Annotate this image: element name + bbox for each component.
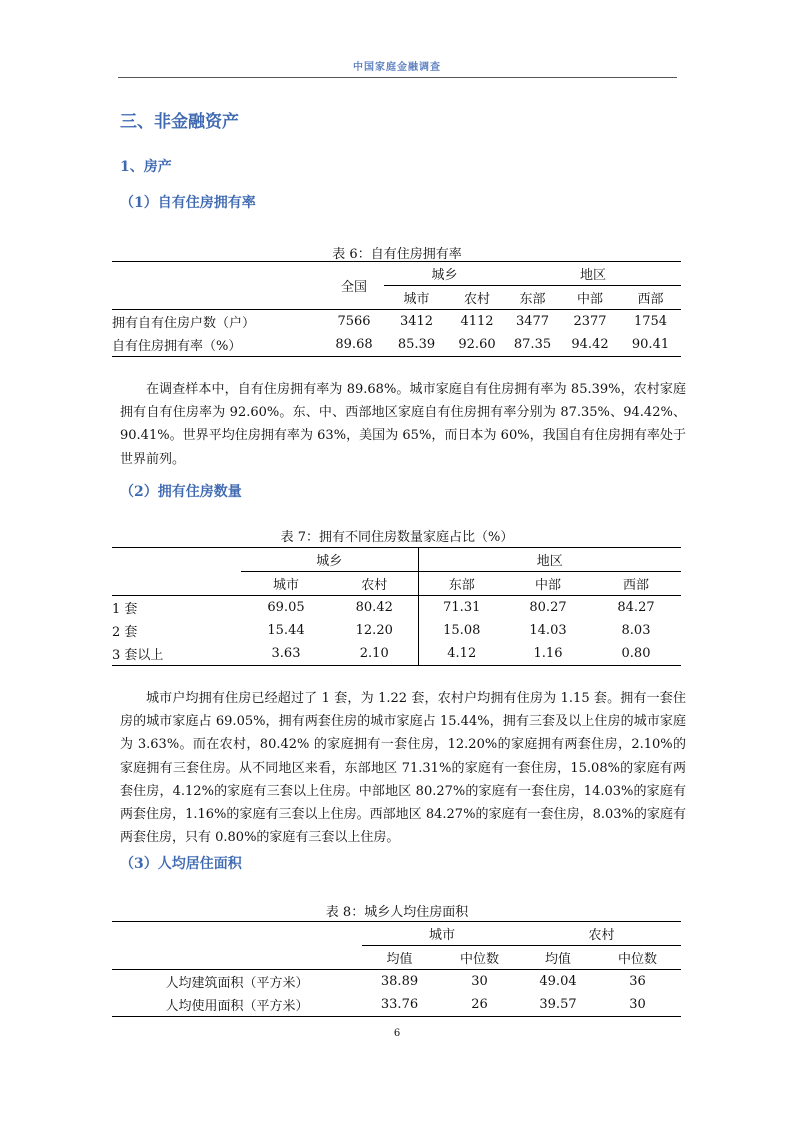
table-cell: 1754	[633, 314, 668, 329]
table-cell: 33.76	[362, 993, 437, 1017]
table6-subheader: 东部	[505, 286, 560, 310]
table6-group-region: 地区	[505, 262, 681, 286]
table7-subheader: 城市	[241, 572, 331, 596]
table-cell: 0.80	[591, 642, 681, 666]
table-cell: 3412	[399, 314, 434, 329]
table-row	[112, 596, 681, 620]
table-cell: 84.27	[617, 600, 655, 615]
table7-group-region: 地区	[418, 548, 681, 572]
table7-group-urban-rural: 城乡	[241, 548, 418, 572]
table7	[112, 547, 681, 666]
part3-title: （3）人均居住面积	[120, 856, 242, 872]
table7-subheader: 中部	[505, 572, 591, 596]
table-cell: 7566	[337, 314, 371, 329]
row-label: 3 套以上	[112, 642, 241, 666]
table-cell: 4.12	[418, 642, 505, 666]
row-label: 1 套	[112, 602, 138, 617]
table-cell: 3.63	[241, 642, 331, 666]
table6-col-national: 全国	[324, 262, 384, 310]
table8-group-rural: 农村	[522, 922, 681, 946]
row-label: 2 套	[112, 625, 138, 640]
part1-title: （1）自有住房拥有率	[120, 195, 256, 211]
table-cell: 89.68	[324, 333, 384, 357]
subsection-title: 1、房产	[120, 159, 172, 175]
table-cell: 71.31	[418, 596, 505, 620]
paragraph-housing-count	[120, 687, 686, 849]
paragraph-text: 在调查样本中，自有住房拥有率为 89.68%。城市家庭自有住房拥有率为 85.39%，农村家庭拥有自有住房率为 92.60%。东、中、西部地区家庭自有住房拥有率分别为 87.35%、94.42%、90.41%。世界平均住房拥有率为 63%，美国为 65%，而日本为 60%，我国自有住房拥有率处于世界前列。	[120, 382, 686, 467]
table6-subheader: 中部	[560, 286, 620, 310]
table7-subheader: 东部	[418, 572, 505, 596]
table-cell: 30	[594, 993, 681, 1017]
table-cell: 87.35	[505, 333, 560, 357]
table-cell: 14.03	[529, 623, 567, 638]
table-row	[112, 619, 681, 642]
table-cell: 92.60	[449, 333, 505, 357]
table6-header-row-1	[112, 262, 681, 286]
table-cell: 90.41	[620, 333, 681, 357]
table-cell: 1.16	[505, 642, 591, 666]
table-row	[112, 333, 681, 357]
paragraph-text: 城市户均拥有住房已经超过了 1 套，为 1.22 套，农村户均拥有住房为 1.15 套。拥有一套住房的城市家庭占 69.05%，拥有两套住房的城市家庭占 15.44%，拥有三套及以上住房的城市家庭为 3.63%。而在农村，80.42% 的家庭拥有一套住房，12.20%的家庭拥有两套住房，2.10%的家庭拥有三套住房。从不同地区来看，东部地区 71.31%的家庭有一套住房，15.08%的家庭有两套住房，4.12%的家庭有三套以上住房。中部地区 80.27%的家庭有一套住房，14.03%的家庭有两套住房，1.16%的家庭有三套以上住房。西部地区 84.27%的家庭有一套住房，8.03%的家庭有两套住房，只有 0.80%的家庭有三套以上住房。	[120, 691, 686, 846]
table8-caption: 表 8：城乡人均住房面积	[325, 905, 469, 920]
table-cell: 49.04	[539, 974, 577, 989]
table-cell: 15.08	[418, 619, 505, 642]
table-cell: 4112	[460, 314, 494, 329]
paragraph-ownership-rate	[120, 378, 686, 471]
table7-caption: 表 7：拥有不同住房数量家庭占比（%）	[280, 530, 514, 545]
table8-subheader: 均值	[362, 946, 437, 970]
row-label: 拥有自有住房户数（户）	[112, 316, 256, 331]
table6-subheader: 城市	[384, 286, 449, 310]
section-title: 三、非金融资产	[120, 112, 239, 132]
table-cell: 15.44	[267, 623, 305, 638]
table-cell: 69.05	[267, 600, 305, 615]
part2-title: （2）拥有住房数量	[120, 484, 242, 500]
table8-subheader: 均值	[522, 946, 594, 970]
table7-corner	[112, 548, 241, 596]
table8-subheader: 中位数	[437, 946, 522, 970]
table8-header-row-1	[112, 922, 681, 946]
table-row	[112, 642, 681, 666]
table-cell: 80.42	[355, 600, 393, 615]
table-cell: 26	[437, 993, 522, 1017]
table-cell: 80.27	[529, 600, 567, 615]
table8-group-urban: 城市	[362, 922, 522, 946]
table-row	[112, 970, 681, 994]
row-label: 人均使用面积（平方米）	[112, 993, 362, 1017]
table-cell: 39.57	[522, 993, 594, 1017]
table6	[112, 261, 681, 357]
table6-subheader: 农村	[449, 286, 505, 310]
table-cell: 36	[629, 974, 646, 989]
table-cell: 85.39	[384, 333, 449, 357]
table6-group-urban-rural: 城乡	[384, 262, 505, 286]
table-cell: 12.20	[355, 623, 393, 638]
table6-subheader: 西部	[620, 286, 681, 310]
table-row	[112, 310, 681, 334]
table8-subheader: 中位数	[594, 946, 681, 970]
table8	[112, 921, 681, 1017]
table-cell: 94.42	[560, 333, 620, 357]
table-cell: 8.03	[621, 623, 651, 638]
table8-corner	[112, 922, 362, 970]
table6-caption: 表 6：自有住房拥有率	[332, 247, 462, 262]
table-cell: 38.89	[380, 974, 419, 989]
table-cell: 30	[471, 974, 488, 989]
table7-subheader: 农村	[331, 572, 418, 596]
row-label: 人均建筑面积（平方米）	[165, 976, 309, 991]
table7-header-row-1	[112, 548, 681, 572]
table6-corner	[112, 262, 324, 310]
header-rule	[118, 77, 677, 78]
table-cell: 2377	[573, 314, 607, 329]
table-cell: 2.10	[331, 642, 418, 666]
table7-subheader: 西部	[591, 572, 681, 596]
running-header: 中国家庭金融调查	[353, 62, 441, 73]
page-number: 6	[393, 1028, 401, 1039]
table-cell: 3477	[515, 314, 550, 329]
table-row	[112, 993, 681, 1017]
row-label: 自有住房拥有率（%）	[112, 333, 324, 357]
